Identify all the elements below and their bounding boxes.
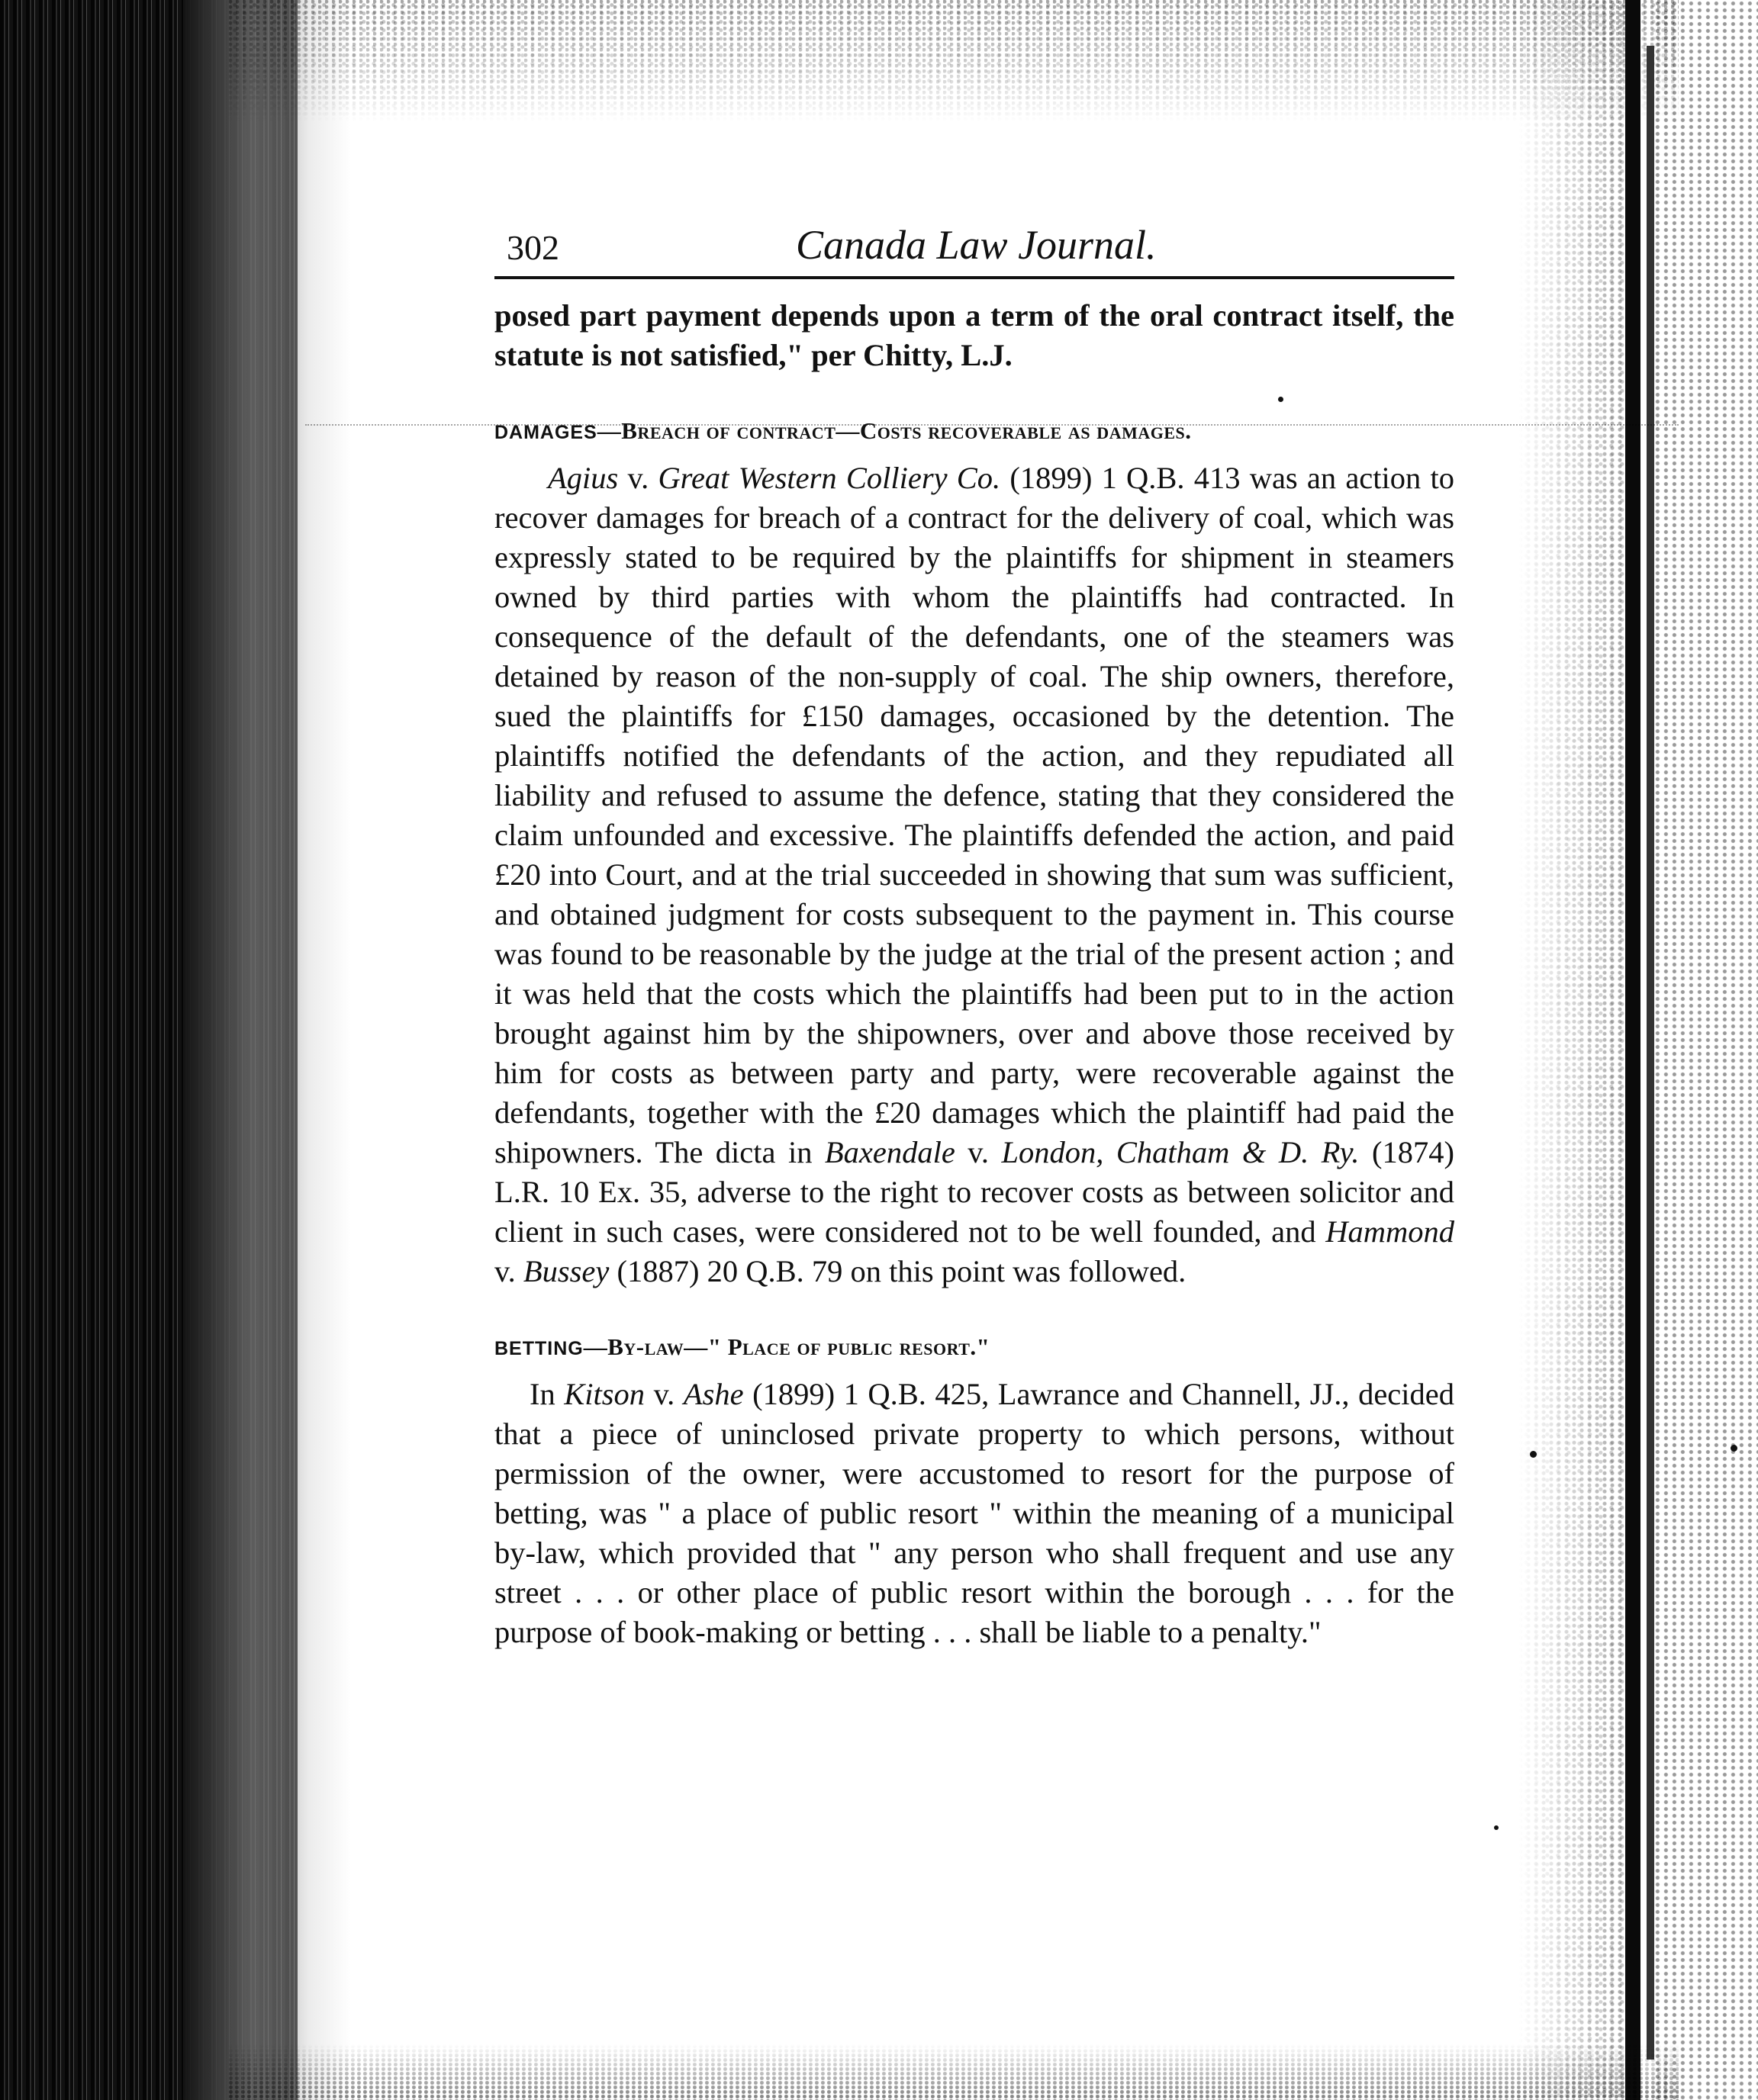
paragraph-text: (1874) L.R. 10 Ex. 35, adverse to the right to recover costs as between solicitor and client in such cases, were considered not to be well founded, and — [494, 1135, 1455, 1249]
page-number: 302 — [507, 228, 559, 267]
case-opponent: Ashe — [683, 1377, 744, 1411]
citation-name: Baxendale — [824, 1135, 955, 1169]
versus: v. — [955, 1135, 1002, 1169]
betting-paragraph — [494, 1375, 1454, 1652]
running-head — [494, 221, 1454, 279]
scan-speck — [1494, 1825, 1499, 1830]
case-name: Agius — [548, 461, 619, 495]
citation-opponent: Bussey — [523, 1254, 610, 1288]
citation-opponent: London, Chatham & D. Ry. — [1001, 1135, 1360, 1169]
journal-title: Canada Law Journal. — [796, 222, 1157, 268]
scan-binding-fade — [183, 0, 351, 2100]
scan-right-noise — [1518, 0, 1633, 2100]
case-opponent: Great Western Colliery Co. — [658, 461, 1001, 495]
scan-top-noise — [229, 0, 1679, 122]
scan-right-edge-bar-inner — [1647, 46, 1654, 2060]
section-damages — [494, 417, 1455, 1291]
paragraph-text: In — [530, 1377, 565, 1411]
section-heading-betting — [494, 1333, 1454, 1361]
scan-right-edge-bar — [1625, 0, 1640, 2100]
scan-speck — [1530, 1451, 1537, 1458]
scan-speck — [1731, 1445, 1737, 1452]
case-name: Kitson — [564, 1377, 646, 1411]
versus: v. — [494, 1254, 523, 1288]
page — [494, 221, 1454, 1652]
heading-key: BETTING — [494, 1338, 584, 1359]
section-heading-damages — [494, 417, 1454, 445]
continued-paragraph: posed part payment depends upon a term of the oral contract itself, the statute is not satisfied," per Chitty, L.J. — [494, 298, 1454, 372]
versus: v. — [618, 461, 658, 495]
scan-bottom-noise — [229, 2044, 1679, 2100]
paragraph-text: (1887) 20 Q.B. 79 on this point was followed. — [609, 1254, 1186, 1288]
versus: v. — [645, 1377, 684, 1411]
section-betting — [494, 1333, 1455, 1652]
heading-subtitle: —By-law—" Place of public resort." — [583, 1333, 990, 1360]
paragraph-text: (1899) 1 Q.B. 425, Lawrance and Channell, JJ., decided that a piece of uninclosed private property to which persons, without permission of the owner, were accustomed to resort for the purpose of betting, was " a place of public resort " within the meaning of a municipal by-law, which provided that " any person who shall frequent and use any street . . . or other place of public resort within the borough . . . for the purpose of book-making or betting . . . shall be liable to a penalty." — [494, 1377, 1455, 1649]
heading-key: DAMAGES — [494, 422, 597, 443]
damages-paragraph — [494, 458, 1454, 1291]
scan-right-outer-noise — [1654, 0, 1758, 2100]
heading-subtitle: —Breach of contract—Costs recoverable as damages. — [597, 417, 1192, 444]
paragraph-text: (1899) 1 Q.B. 413 was an action to recover damages for breach of a contract for the delivery of coal, which was expressly stated to be required by the plaintiffs for shipment in steamers owned by third parties with whom the plaintiffs had contracted. In consequence of the default of the defendants, one of the steamers was detained by reason of the non-supply of coal. The ship owners, therefore, sued the plaintiffs for £150 damages, occasioned by the detention. The plaintiffs notified the defendants of the action, and they repudiated all liability and refused to assume the defence, stating that they considered the claim unfounded and excessive. The plaintiffs defended the action, and paid £20 into Court, and at the trial succeeded in showing that sum was sufficient, and obtained judgment for costs subsequent to the payment in. This course was found to be reasonable by the judge at the trial of the present action ; and it was held that the costs which the plaintiffs had been put to in the action brought against him by the shipowners, over and above those received by him for costs as between party and party, were recoverable against the defendants, together with the £20 damages which the plaintiff had paid the shipowners. The dicta in — [494, 461, 1454, 1169]
citation-name: Hammond — [1325, 1214, 1454, 1249]
